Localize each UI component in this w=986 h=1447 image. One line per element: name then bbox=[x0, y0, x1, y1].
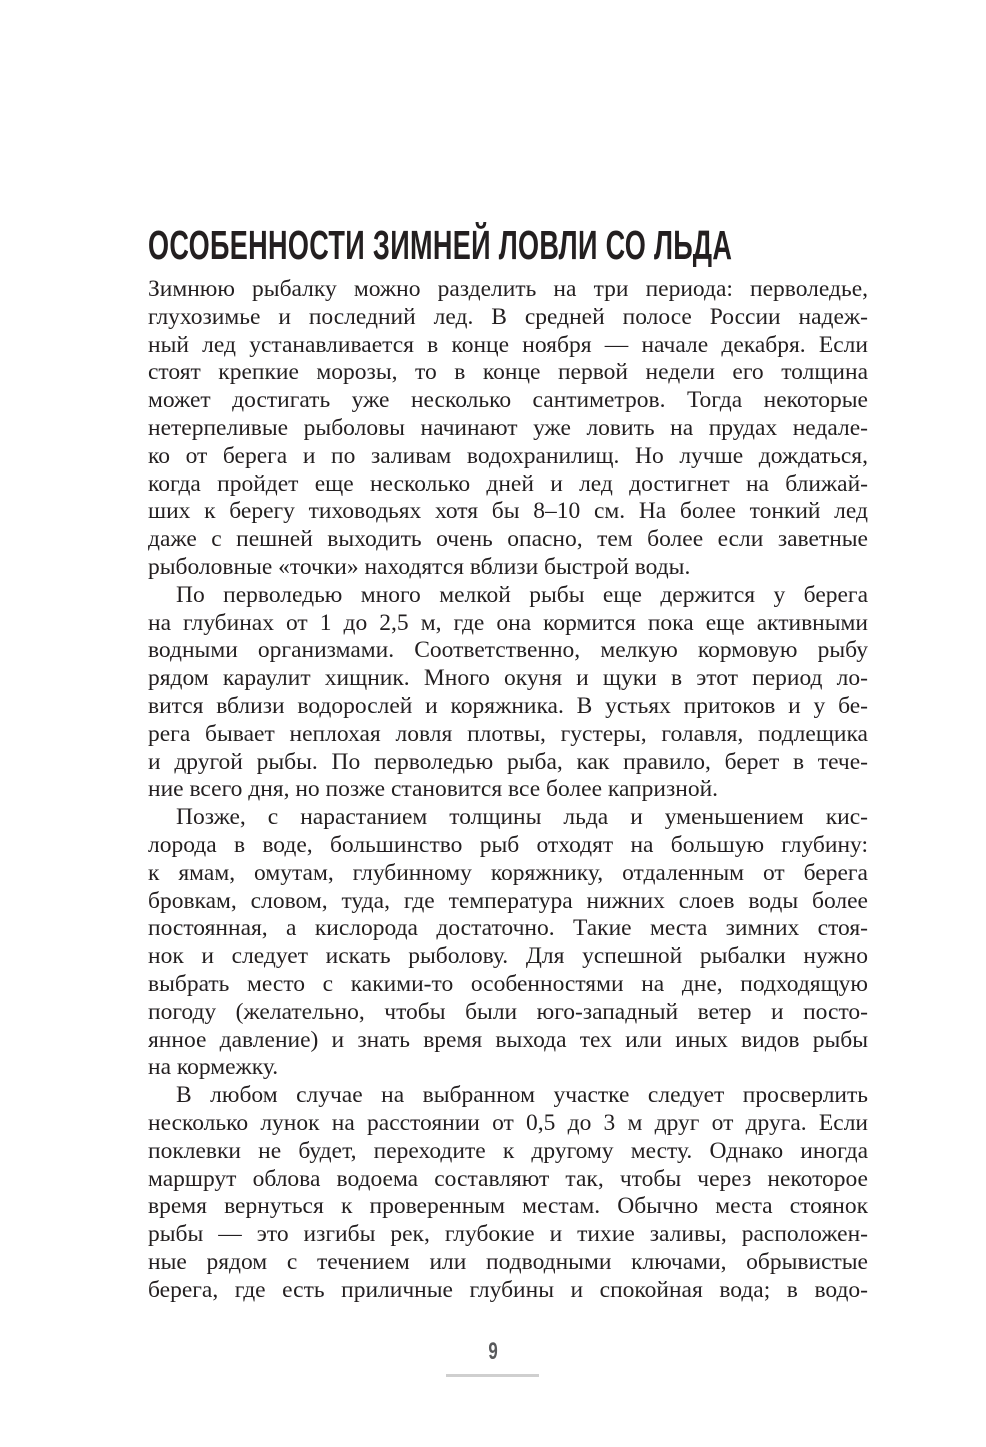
text-line: лорода в воде, большинство рыб отходят на большую глубину: bbox=[148, 831, 868, 858]
text-line: нок и следует искать рыболову. Для успешной рыбалки нужно bbox=[148, 943, 868, 970]
text-line: По перволедью много мелкой рыбы еще держится у берега bbox=[176, 581, 868, 608]
text-line: Позже, с нарастанием толщины льда и уменьшением кис- bbox=[176, 804, 868, 831]
page-number: 9 bbox=[488, 1338, 498, 1365]
text-line: на глубинах от 1 до 2,5 м, где она кормится пока еще активными bbox=[148, 609, 868, 636]
text-line: когда пройдет еще несколько дней и лед достигнет на ближай- bbox=[148, 470, 868, 497]
paragraph bbox=[148, 276, 868, 582]
text-line: рыболовные «точки» находятся вблизи быстрой воды. bbox=[148, 553, 691, 580]
page-number-rule bbox=[446, 1374, 539, 1377]
text-line: к ямам, омутам, глубинному коряжнику, отдаленным от берега bbox=[148, 859, 868, 886]
text-line: маршрут облова водоема составляют так, чтобы через некоторое bbox=[148, 1165, 868, 1192]
paragraph bbox=[148, 582, 868, 804]
text-line: даже с пешней выходить очень опасно, тем более если заветные bbox=[148, 526, 868, 553]
text-line: и другой рыбы. По перволедью рыба, как правило, берет в тече- bbox=[148, 748, 868, 775]
text-line: ные рядом с течением или подводными ключами, обрывистые bbox=[148, 1248, 868, 1275]
text-line: глухозимье и последний лед. В средней полосе России надеж- bbox=[148, 303, 868, 330]
body-text bbox=[148, 276, 868, 1304]
text-line: может достигать уже несколько сантиметров. Тогда некоторые bbox=[148, 387, 868, 414]
text-line: ный лед устанавливается в конце ноября — начале декабря. Если bbox=[148, 331, 868, 358]
text-line: ших к берегу тиховодьях хотя бы 8–10 см. На более тонкий лед bbox=[148, 498, 868, 525]
text-line: ние всего дня, но позже становится все более капризной. bbox=[148, 776, 719, 803]
text-line: рыбы — это изгибы рек, глубокие и тихие заливы, расположен- bbox=[148, 1221, 868, 1248]
text-line: бровкам, словом, туда, где температура нижних слоев воды более bbox=[148, 887, 868, 914]
text-line: ко от берега и по заливам водохранилищ. Но лучше дождаться, bbox=[148, 442, 868, 469]
text-line: выбрать место с какими-то особенностями на дне, подходящую bbox=[148, 970, 868, 997]
text-line: нетерпеливые рыболовы начинают уже ловить на прудах недале- bbox=[148, 414, 868, 441]
text-line: рядом караулит хищник. Много окуня и щуки в этот период ло- bbox=[148, 665, 868, 692]
paragraph bbox=[148, 1082, 868, 1304]
text-line: водными организмами. Соответственно, мелкую кормовую рыбу bbox=[148, 637, 868, 664]
text-line: стоят крепкие морозы, то в конце первой недели его толщина bbox=[148, 359, 868, 386]
text-line: несколько лунок на расстоянии от 0,5 до 3 м друг от друга. Если bbox=[148, 1109, 868, 1136]
text-line: постоянная, а кислорода достаточно. Такие места зимних стоя- bbox=[148, 915, 868, 942]
text-line: поклевки не будет, переходите к другому месту. Однако иногда bbox=[148, 1137, 868, 1164]
chapter-title: ОСОБЕННОСТИ ЗИМНЕЙ ЛОВЛИ СО ЛЬДА bbox=[148, 222, 733, 268]
text-line: погоду (желательно, чтобы были юго-западный ветер и посто- bbox=[148, 998, 868, 1025]
text-line: время вернуться к проверенным местам. Обычно места стоянок bbox=[148, 1193, 868, 1220]
text-line: на кормежку. bbox=[148, 1054, 279, 1081]
text-line: янное давление) и знать время выхода тех или иных видов рыбы bbox=[148, 1026, 868, 1053]
text-line: рега бывает неплохая ловля плотвы, густеры, голавля, подлещика bbox=[148, 720, 868, 747]
text-line: В любом случае на выбранном участке следует просверлить bbox=[176, 1082, 868, 1109]
paragraph bbox=[148, 804, 868, 1082]
text-line: Зимнюю рыбалку можно разделить на три периода: перволедье, bbox=[148, 276, 868, 302]
text-line: вится вблизи водорослей и коряжника. В устьях притоков и у бе- bbox=[148, 692, 868, 719]
text-line: берега, где есть приличные глубины и спокойная вода; в водо- bbox=[148, 1276, 868, 1303]
